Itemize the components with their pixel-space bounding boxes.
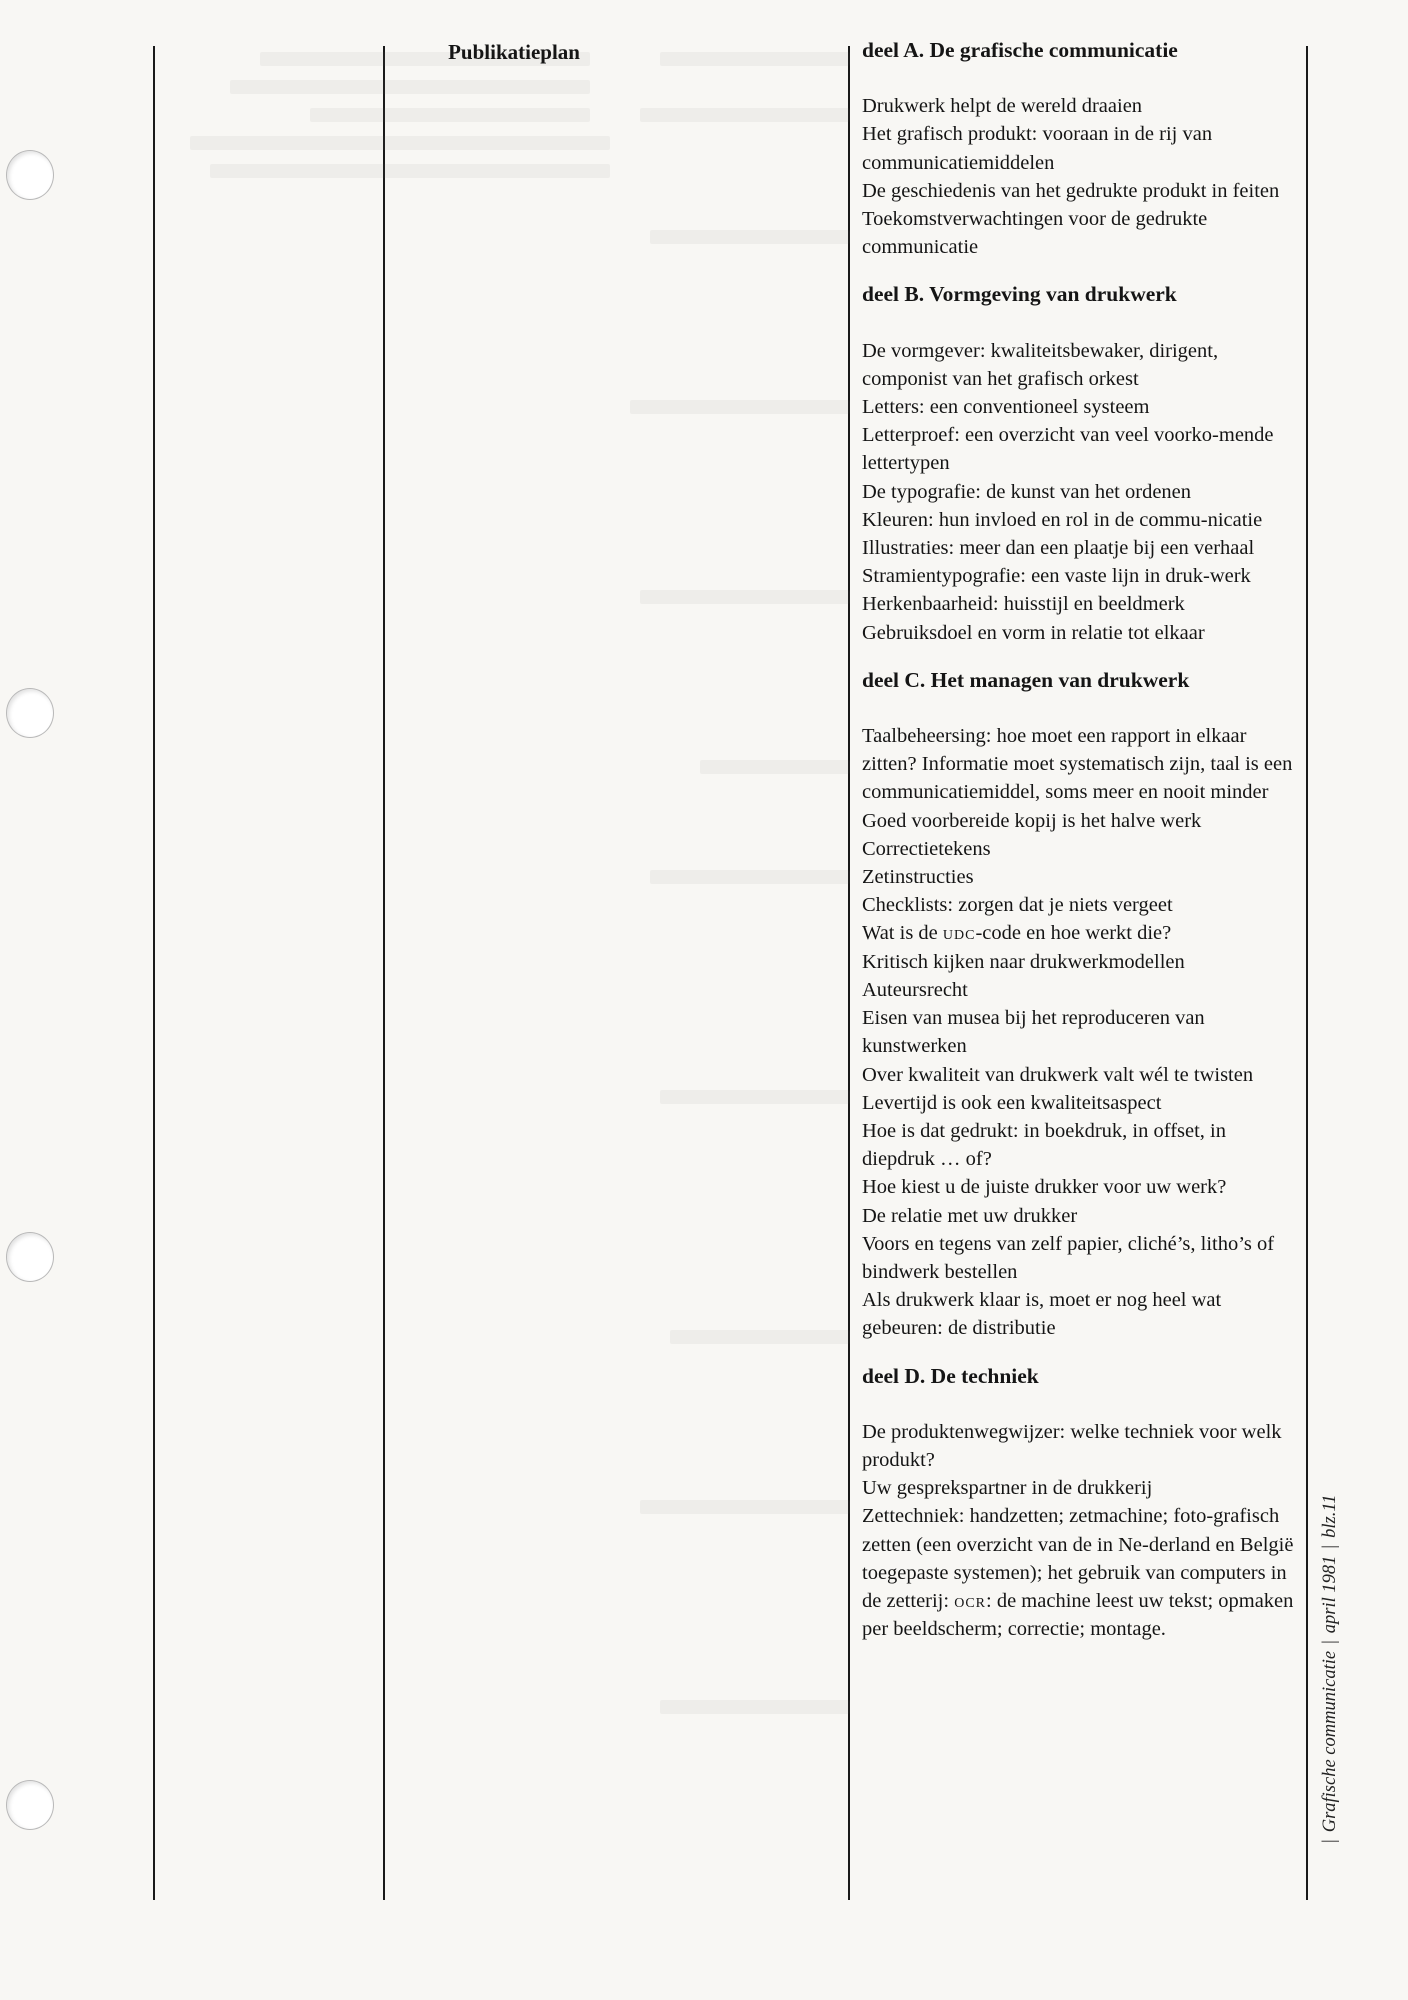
show-through	[210, 164, 610, 178]
list-item: Voors en tegens van zelf papier, cliché’s, litho’s of bindwerk bestellen	[862, 1232, 1275, 1283]
show-through	[640, 1500, 850, 1514]
show-through	[230, 80, 590, 94]
binder-hole	[6, 688, 54, 738]
section	[862, 1362, 1302, 1644]
list-item: Illustraties: meer dan een plaatje bij een verhaal	[862, 537, 1255, 560]
show-through	[650, 870, 850, 884]
section-heading: deel C. Het managen van drukwerk	[862, 667, 1190, 692]
list-item: Het grafisch produkt: vooraan in de rij van communicatiemiddelen	[862, 123, 1213, 174]
show-through	[640, 108, 850, 122]
item-text: Wat is de	[862, 922, 943, 945]
list-item: Levertijd is ook een kwaliteitsaspect	[862, 1091, 1162, 1114]
list-item: De geschiedenis van het gedrukte produkt in feiten	[862, 179, 1280, 202]
binder-hole	[6, 1780, 54, 1830]
column-rule	[153, 46, 155, 1900]
show-through	[660, 1090, 850, 1104]
item-text: : de machine leest uw tekst; opmaken per beeldscherm; correctie; montage.	[862, 1589, 1294, 1641]
column-rule	[383, 46, 385, 1900]
folio-separator: |	[1320, 1640, 1340, 1644]
section	[862, 36, 1302, 261]
list-item: Zetinstructies	[862, 866, 974, 889]
folio-publication: Grafische communicatie	[1320, 1650, 1340, 1833]
list-item: Auteursrecht	[862, 978, 968, 1001]
list-item: Eisen van musea bij het reproduceren van kunstwerken	[862, 1007, 1205, 1058]
binder-hole	[6, 150, 54, 200]
list-item: Als drukwerk klaar is, moet er nog heel wat gebeuren: de distributie	[862, 1289, 1222, 1340]
show-through	[660, 52, 850, 66]
show-through	[700, 760, 850, 774]
list-item: Hoe is dat gedrukt: in boekdruk, in offset, in diepdruk … of?	[862, 1119, 1227, 1171]
list-item	[862, 919, 1302, 947]
list-item: De relatie met uw drukker	[862, 1204, 1078, 1227]
list-item: Stramientypografie: een vaste lijn in druk-werk	[862, 565, 1251, 588]
list-item: Letterproef: een overzicht van veel voorko-mende lettertypen	[862, 424, 1274, 475]
list-item	[862, 1502, 1302, 1643]
list-item: De produktenwegwijzer: welke techniek voor welk produkt?	[862, 1420, 1282, 1471]
page-folio	[1320, 1495, 1341, 1850]
show-through	[630, 400, 850, 414]
list-item: De typografie: de kunst van het ordenen	[862, 480, 1192, 503]
show-through	[650, 230, 850, 244]
section-heading: deel D. De techniek	[862, 1363, 1039, 1388]
binder-hole	[6, 1232, 54, 1282]
list-item: Goed voorbereide kopij is het halve werk	[862, 809, 1202, 832]
show-through	[640, 590, 850, 604]
list-item: Kritisch kijken naar drukwerkmodellen	[862, 950, 1185, 973]
list-item: Hoe kiest u de juiste drukker voor uw werk?	[862, 1176, 1227, 1199]
page-title: Publikatieplan	[448, 40, 580, 64]
folio-page-number: blz.11	[1320, 1494, 1340, 1538]
abbreviation: udc	[942, 922, 976, 945]
item-text: -code en hoe werkt die?	[975, 922, 1172, 945]
section-list	[862, 36, 1302, 1662]
show-through	[310, 108, 590, 122]
list-item: Checklists: zorgen dat je niets vergeet	[862, 894, 1173, 917]
section-heading: deel A. De grafische communicatie	[862, 38, 1178, 62]
list-item: Gebruiksdoel en vorm in relatie tot elkaar	[862, 621, 1205, 644]
item-text: Zettechniek: handzetten; zetmachine; foto-grafisch zetten (een overzicht van de in Ne-derland en België toegepaste systemen); het gebruik van computers in de zetterij:	[862, 1505, 1294, 1612]
list-item: Herkenbaarheid: huisstijl en beeldmerk	[862, 593, 1185, 616]
list-item: Letters: een conventioneel systeem	[862, 396, 1150, 419]
list-item: De vormgever: kwaliteitsbewaker, dirigent, componist van het grafisch orkest	[862, 339, 1219, 390]
list-item: Over kwaliteit van drukwerk valt wél te twisten	[862, 1063, 1254, 1086]
list-item: Toekomstverwachtingen voor de gedrukte communicatie	[862, 208, 1208, 259]
folio-separator: |	[1320, 1544, 1340, 1549]
show-through	[670, 1330, 850, 1344]
section-heading: deel B. Vormgeving van drukwerk	[862, 282, 1177, 307]
section	[862, 666, 1302, 1343]
folio-separator: |	[1320, 1839, 1340, 1843]
column-rule	[848, 46, 850, 1900]
folio-date: april 1981	[1320, 1555, 1340, 1634]
list-item: Drukwerk helpt de wereld draaien	[862, 95, 1143, 118]
show-through	[190, 136, 610, 150]
column-rule	[1306, 46, 1308, 1900]
list-item: Taalbeheersing: hoe moet een rapport in elkaar zitten? Informatie moet systematisch zijn, taal is een communicatiemiddel, soms meer en nooit minder	[862, 725, 1293, 804]
show-through	[660, 1700, 850, 1714]
section	[862, 280, 1302, 646]
list-item: Correctietekens	[862, 837, 991, 860]
abbreviation: ocr	[954, 1589, 986, 1612]
list-item: Uw gesprekspartner in de drukkerij	[862, 1477, 1153, 1500]
list-item: Kleuren: hun invloed en rol in de commu-nicatie	[862, 508, 1263, 531]
